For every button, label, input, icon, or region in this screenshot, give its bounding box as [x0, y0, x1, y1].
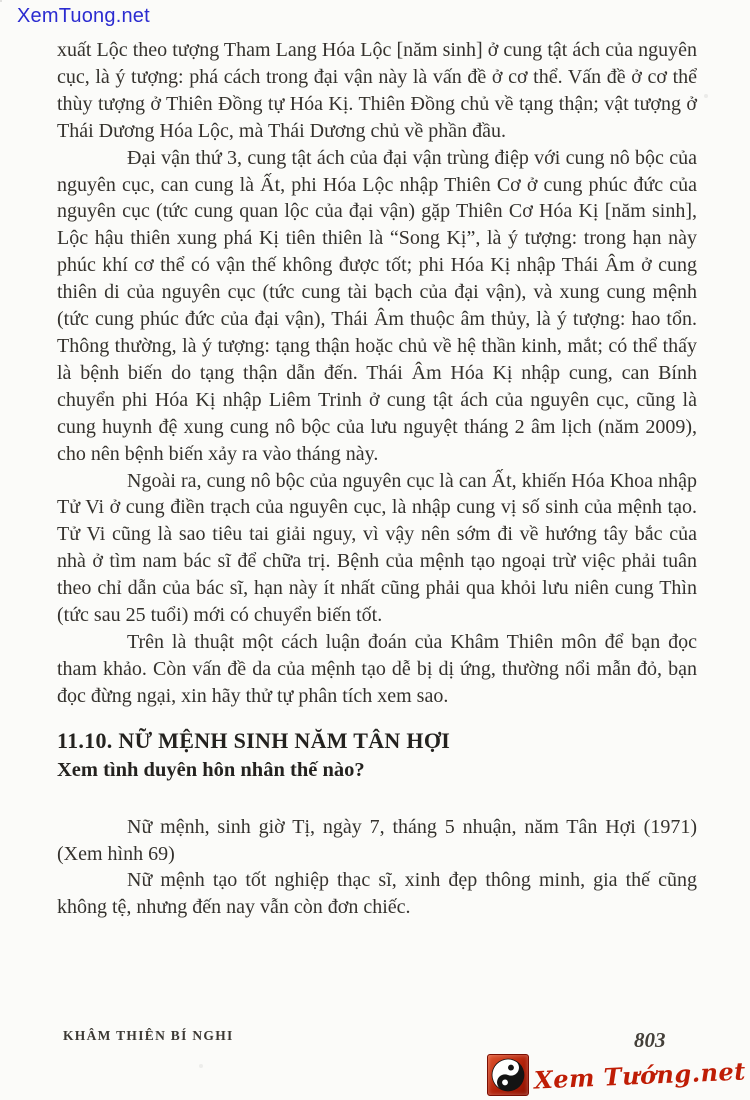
footer-book-title: KHÂM THIÊN BÍ NGHI	[63, 1028, 234, 1043]
paragraph: Trên là thuật một cách luận đoán của Khâm Thiên môn để bạn đọc tham khảo. Còn vấn đề da của mệnh tạo dễ bị dị ứng, thường nổi mẫn đỏ, bạn đọc đừng ngại, xin hãy thử tự phân tích xem sao.	[57, 630, 697, 707]
paragraph-continuation: xuất Lộc theo tượng Tham Lang Hóa Lộc [năm sinh] ở cung tật ách của nguyên cục, là ý tượng: phá cách trong đại vận này là vấn đề ở cơ thể. Vấn đề ở cơ thể thùy tượng ở Thiên Đồng tự Hóa Kị. Thiên Đồng chủ về tạng thận; vật tượng ở Thái Dương Hóa Lộc, mà Thái Dương chủ về phần đầu.	[57, 39, 697, 142]
paragraph: Đại vận thứ 3, cung tật ách của đại vận trùng điệp với cung nô bộc của nguyên cục, can cung là Ất, phi Hóa Lộc nhập Thiên Cơ ở cung phúc đức của nguyên cục (tức cung quan lộc của đại vận) gặp Thiên Cơ Hóa Kị [năm sinh], Lộc hậu thiên xung phá Kị tiên thiên là “Song Kị”, là ý tượng: trong hạn này phúc khí cơ thể có vận thế không được tốt; phi Hóa Kị nhập Thái Âm ở cung thiên di của nguyên cục (tức cung tài bạch của đại vận), và xung cung mệnh (tức cung phúc đức của đại vận), Thái Âm thuộc âm thủy, là ý tượng: hao tổn. Thông thường, là ý tượng: tạng thận hoặc chủ về hệ thần kinh, mắt; có thể thấy là bệnh biến do tạng thận dẫn đến. Thái Âm Hóa Kị nhập cung, can Bính chuyển phi Hóa Kị nhập Liêm Trinh ở cung tật ách của nguyên cục, cũng là cung huynh đệ xung cung nô bộc của lưu nguyệt tháng 2 âm lịch (năm 2009), cho nên bệnh biến xảy ra vào tháng này.	[57, 146, 697, 465]
yin-yang-icon	[487, 1054, 529, 1096]
section-heading: 11.10. NỮ MỆNH SINH NĂM TÂN HỢI	[57, 727, 451, 753]
watermark-site-url: XemTuong.net	[17, 5, 150, 27]
section-subheading: Xem tình duyên hôn nhân thế nào?	[57, 758, 365, 781]
paragraph: Ngoài ra, cung nô bộc của nguyên cục là can Ất, khiến Hóa Khoa nhập Tử Vi ở cung điền trạch của nguyên cục, là nhập cung vị số sinh của mệnh tạo. Tử Vi cũng là sao tiêu tai giải nguy, vì vậy nên sớm đi về hướng tây bắc của nhà ở tìm nam bác sĩ để chữa trị. Bệnh của mệnh tạo ngoại trừ việc phải tuân theo chỉ dẫn của bác sĩ, hạn này ít nhất cũng phải qua khỏi lưu niên cung Thìn (tức sau 25 tuổi) mới có chuyển biến tốt.	[57, 469, 697, 627]
logo-text: Xem Tướng.net	[533, 1055, 747, 1095]
footer-page-number: 803	[634, 1028, 666, 1052]
site-logo	[487, 1054, 746, 1096]
paragraph: Nữ mệnh tạo tốt nghiệp thạc sĩ, xinh đẹp thông minh, gia thế cũng không tệ, nhưng đến nay vẫn còn đơn chiếc.	[57, 869, 697, 919]
paragraph: Nữ mệnh, sinh giờ Tị, ngày 7, tháng 5 nhuận, năm Tân Hợi (1971) (Xem hình 69)	[57, 815, 697, 865]
page-body	[57, 37, 697, 921]
